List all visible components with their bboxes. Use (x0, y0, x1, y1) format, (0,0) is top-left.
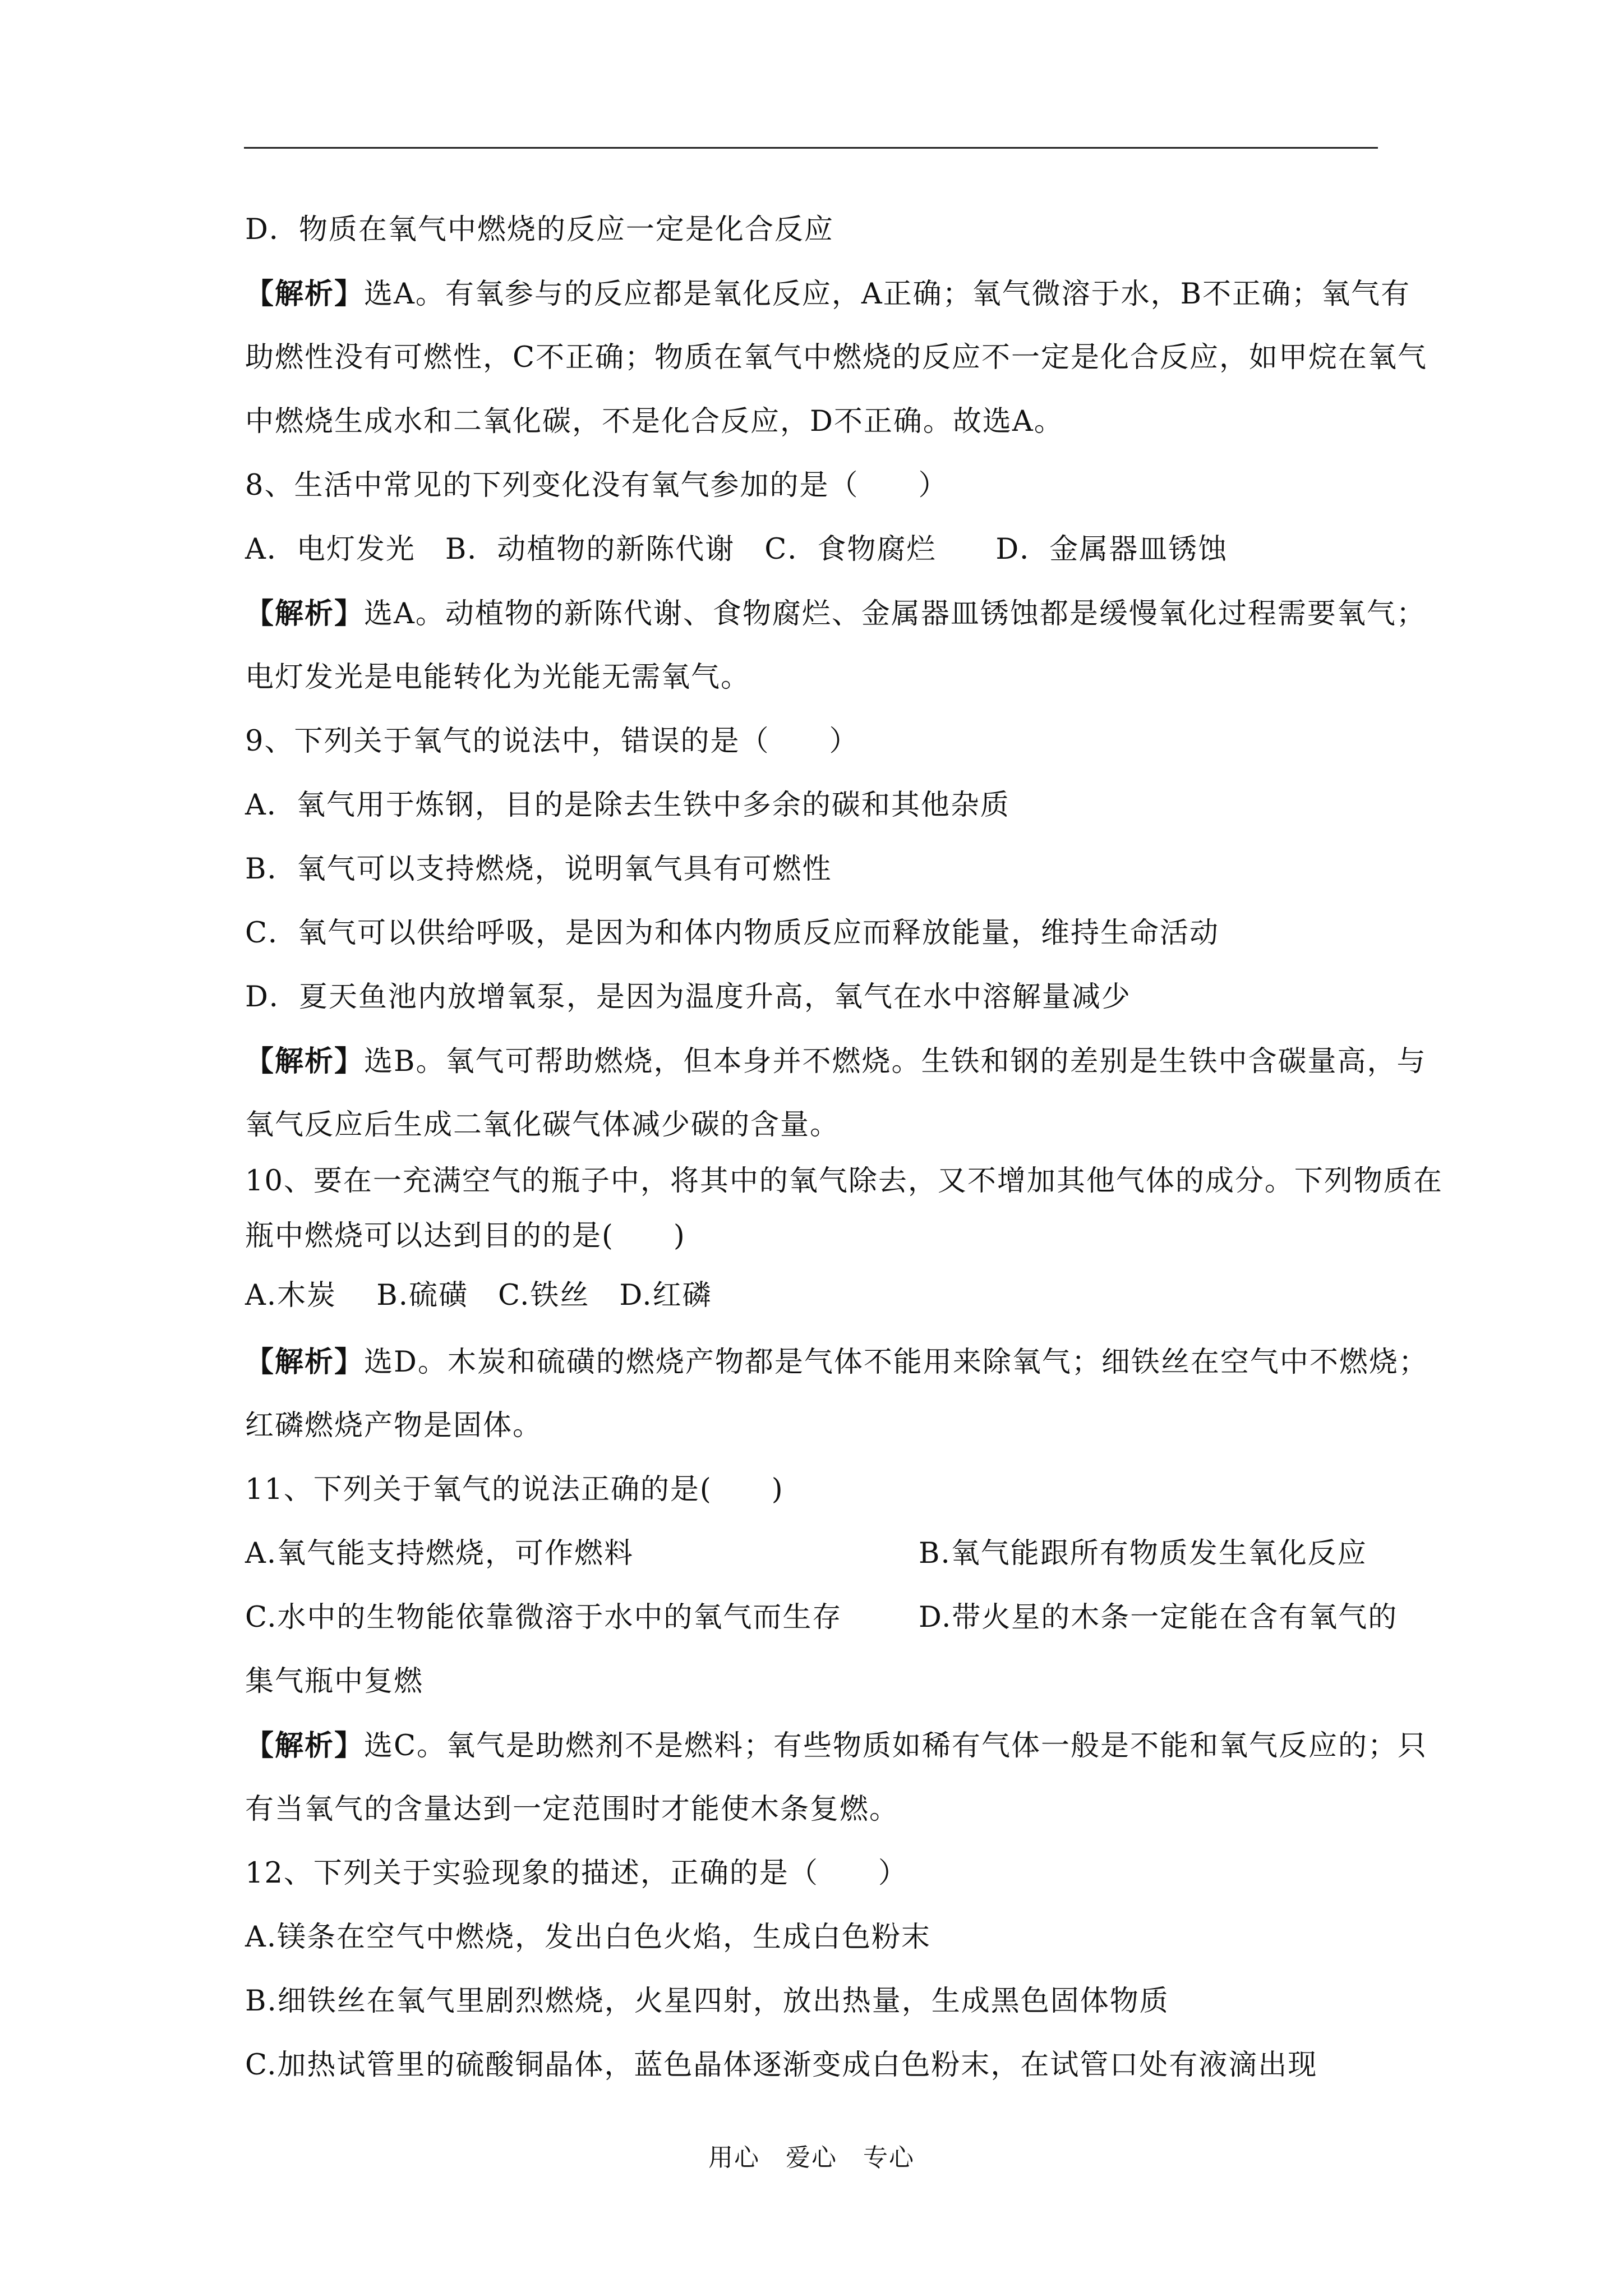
q11-option-d: D.带火星的木条一定能在含有氧气的 (919, 1601, 1398, 1634)
q10-options: A.木炭 B.硫磺 C.铁丝 D.红磷 (245, 1279, 712, 1312)
q9-option-d: D．夏天鱼池内放增氧泵，是因为温度升高，氧气在水中溶解量减少 (245, 981, 1131, 1014)
q9-option-c: C．氧气可以供给呼吸，是因为和体内物质反应而释放能量，维持生命活动 (245, 917, 1220, 950)
q11-option-b: B.氧气能跟所有物质发生氧化反应 (919, 1537, 1367, 1570)
q11-analysis-line-2: 有当氧气的含量达到一定范围时才能使木条复燃。 (245, 1793, 900, 1826)
q9-analysis-line-1: 【解析】选B。氧气可帮助燃烧，但本身并不燃烧。生铁和钢的差别是生铁中含碳量高，与 (245, 1045, 1427, 1078)
q8-stem: 8、生活中常见的下列变化没有氧气参加的是（ ） (245, 469, 948, 502)
q10-analysis-line-1: 【解析】选D。木炭和硫磺的燃烧产物都是气体不能用来除氧气；细铁丝在空气中不燃烧； (245, 1345, 1428, 1379)
q9-analysis-line-2: 氧气反应后生成二氧化碳气体减少碳的含量。 (245, 1108, 840, 1142)
q11-stem: 11、下列关于氧气的说法正确的是( ) (245, 1473, 784, 1506)
q9-option-a: A．氧气用于炼钢，目的是除去生铁中多余的碳和其他杂质 (245, 789, 1010, 822)
q8-analysis-line-1: 【解析】选A。动植物的新陈代谢、食物腐烂、金属器皿锈蚀都是缓慢氧化过程需要氧气； (245, 597, 1426, 631)
analysis-marker: 【解析】 (245, 1729, 365, 1763)
q11-analysis-line-1: 【解析】选C。氧气是助燃剂不是燃料；有些物质如稀有气体一般是不能和氧气反应的；只 (245, 1729, 1428, 1763)
page-footer: 用心 爱心 专心 (708, 2143, 915, 2172)
q8-analysis-line-2: 电灯发光是电能转化为光能无需氧气。 (245, 661, 751, 694)
analysis-marker: 【解析】 (245, 277, 365, 311)
q7-analysis-line-2: 助燃性没有可燃性，C不正确；物质在氧气中燃烧的反应不一定是化合反应，如甲烷在氧气 (245, 341, 1428, 374)
q10-stem-line-2: 瓶中燃烧可以达到目的的是( ) (245, 1220, 686, 1253)
q11-option-c: C.水中的生物能依靠微溶于水中的氧气而生存 (245, 1601, 842, 1634)
q11-option-d-continued: 集气瓶中复燃 (245, 1665, 424, 1698)
q7-analysis-line-3: 中燃烧生成水和二氧化碳，不是化合反应，D不正确。故选A。 (245, 405, 1064, 438)
q7-option-d: D．物质在氧气中燃烧的反应一定是化合反应 (245, 213, 834, 246)
q12-option-b: B.细铁丝在氧气里剧烈燃烧，火星四射，放出热量，生成黑色固体物质 (245, 1985, 1169, 2018)
q10-stem-line-1: 10、要在一充满空气的瓶子中，将其中的氧气除去，又不增加其他气体的成分。下列物质在 (245, 1165, 1443, 1198)
q8-options: A．电灯发光 B．动植物的新陈代谢 C．食物腐烂 D．金属器皿锈蚀 (245, 533, 1228, 566)
analysis-marker: 【解析】 (245, 1045, 365, 1078)
q9-option-b: B．氧气可以支持燃烧，说明氧气具有可燃性 (245, 853, 832, 886)
q12-option-a: A.镁条在空气中燃烧，发出白色火焰，生成白色粉末 (245, 1921, 932, 1954)
q12-stem: 12、下列关于实验现象的描述，正确的是（ ） (245, 1857, 908, 1890)
q9-stem: 9、下列关于氧气的说法中，错误的是（ ） (245, 725, 859, 758)
q12-option-c: C.加热试管里的硫酸铜晶体，蓝色晶体逐渐变成白色粉末，在试管口处有液滴出现 (245, 2049, 1318, 2082)
q7-analysis-line-1: 【解析】选A。有氧参与的反应都是氧化反应，A正确；氧气微溶于水，B不正确；氧气有 (245, 277, 1411, 311)
q10-analysis-line-2: 红磷燃烧产物是固体。 (245, 1409, 543, 1442)
analysis-marker: 【解析】 (245, 1345, 365, 1379)
analysis-marker: 【解析】 (245, 597, 365, 631)
header-rule (244, 147, 1378, 149)
q11-option-a: A.氧气能支持燃烧，可作燃料 (245, 1537, 634, 1570)
